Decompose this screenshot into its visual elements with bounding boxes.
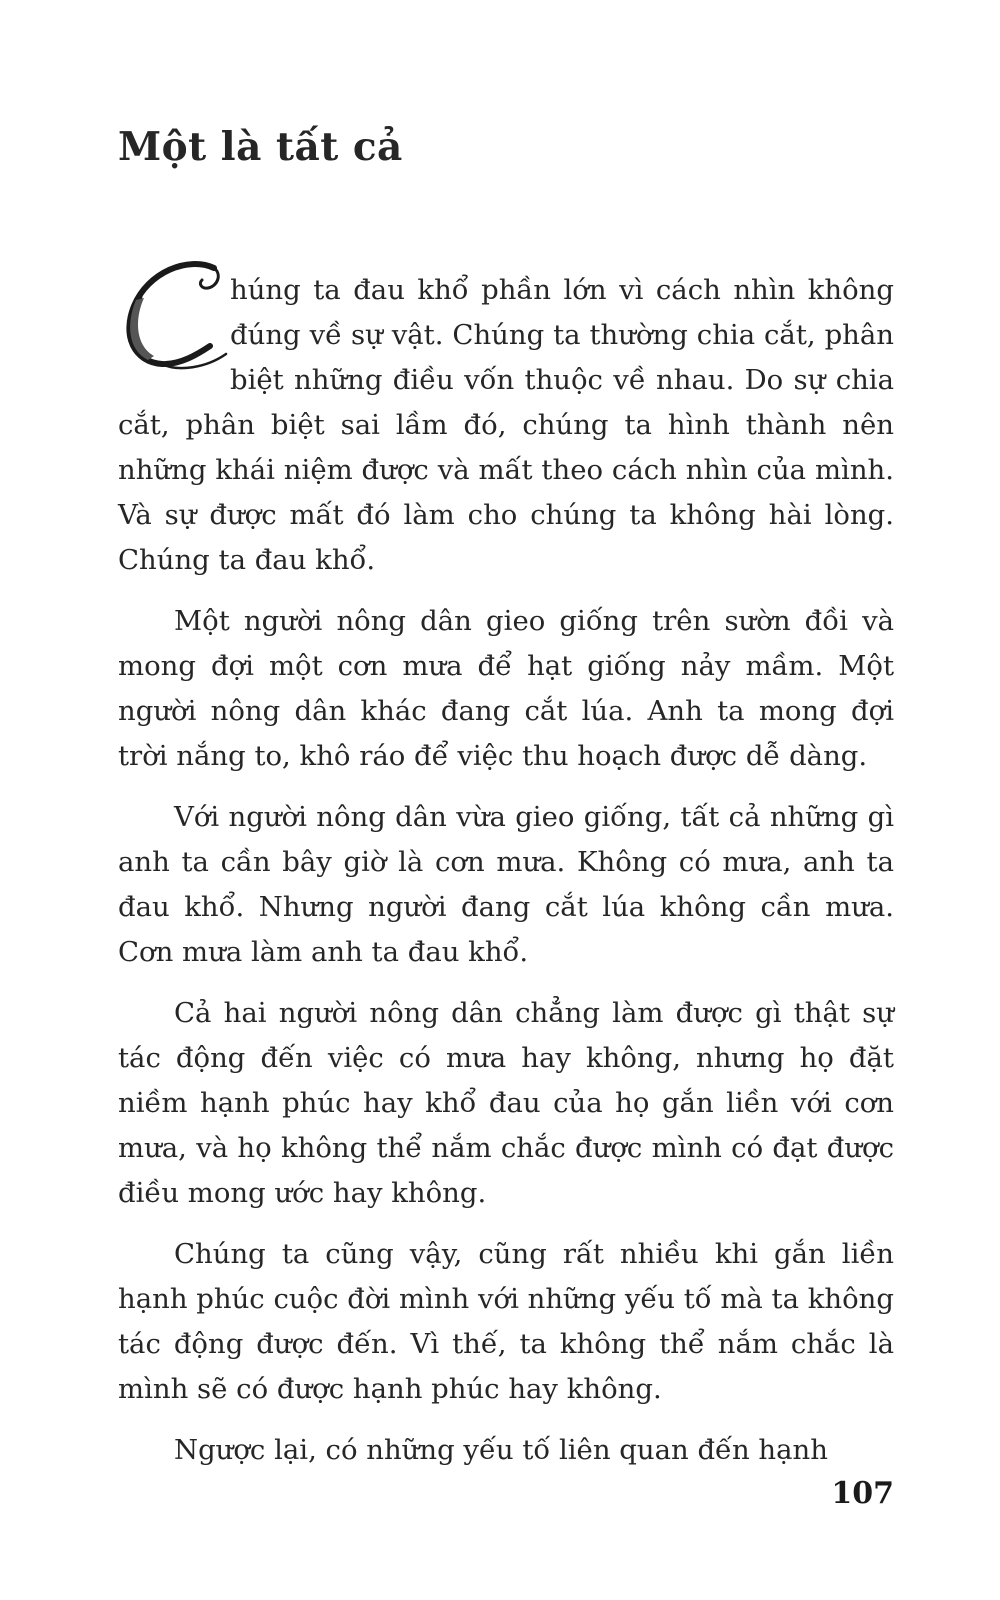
page-number: 107 bbox=[831, 1476, 894, 1511]
paragraph-3: Với người nông dân vừa gieo giống, tất cả những gì anh ta cần bây giờ là cơn mưa. Không có mưa, anh ta đau khổ. Nhưng người đang cắt lúa không cần mưa. Cơn mưa làm anh ta đau khổ. bbox=[118, 801, 894, 968]
paragraph-2: Một người nông dân gieo giống trên sườn đồi và mong đợi một cơn mưa để hạt giống nảy mầm. Một người nông dân khác đang cắt lúa. Anh ta mong đợi trời nắng to, khô ráo để việc thu hoạch được dễ dàng. bbox=[118, 605, 894, 772]
paragraph-6: Ngược lại, có những yếu tố liên quan đến hạnh bbox=[174, 1434, 828, 1466]
chapter-title: Một là tất cả bbox=[118, 124, 403, 170]
paragraph-text: húng ta đau khổ phần lớn vì cách nhìn không đúng về sự vật. Chúng ta thường chia cắt, phân biệt những điều vốn thuộc về nhau. Do sự chia cắt, phân biệt sai lầm đó, chúng ta hình thành nên những khái niệm được và mất theo cách nhìn của mình. Và sự được mất đó làm cho chúng ta không hài lòng. Chúng ta đau khổ. bbox=[118, 274, 894, 576]
paragraph-1 bbox=[118, 268, 894, 583]
paragraph-4: Cả hai người nông dân chẳng làm được gì thật sự tác động đến việc có mưa hay không, nhưng họ đặt niềm hạnh phúc hay khổ đau của họ gắn liền với cơn mưa, và họ không thể nắm chắc được mình có đạt được điều mong ước hay không. bbox=[118, 997, 894, 1209]
body-text bbox=[118, 268, 894, 1489]
dropcap-letter-icon bbox=[118, 272, 226, 364]
paragraph-5: Chúng ta cũng vậy, cũng rất nhiều khi gắn liền hạnh phúc cuộc đời mình với những yếu tố mà ta không tác động được đến. Vì thế, ta không thể nắm chắc là mình sẽ có được hạnh phúc hay không. bbox=[118, 1238, 894, 1405]
